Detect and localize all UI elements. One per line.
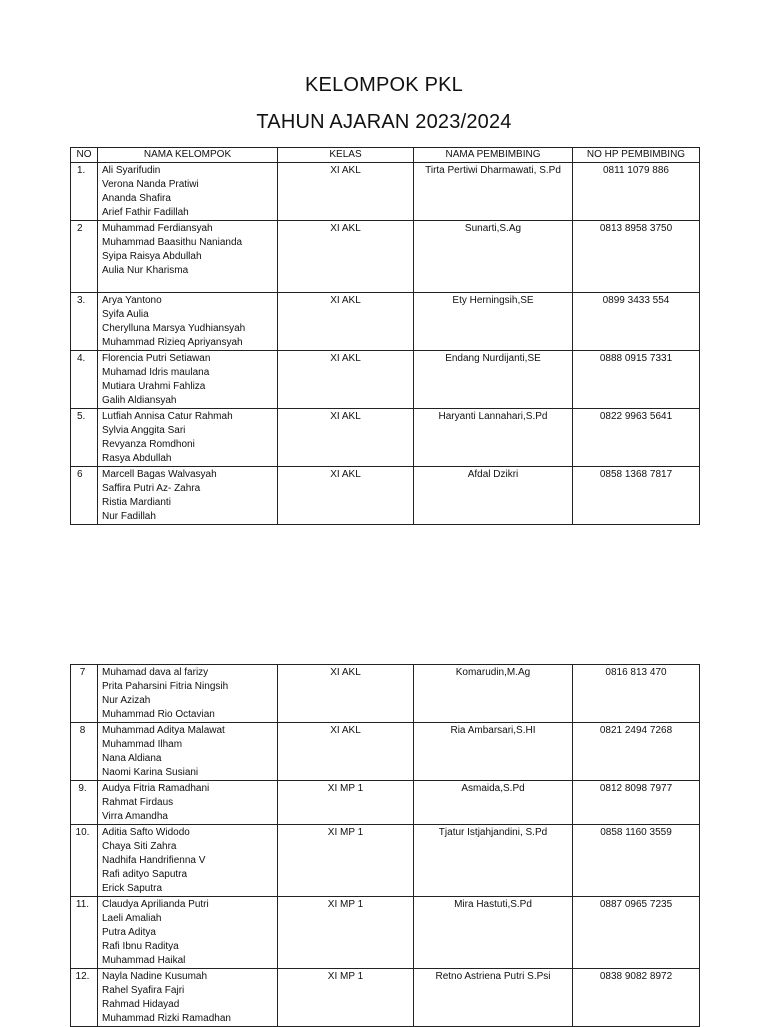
supervisor-cell: Haryanti Lannahari,S.Pd bbox=[414, 409, 573, 467]
member-name: Aulia Nur Kharisma bbox=[102, 265, 189, 276]
supervisor-cell: Asmaida,S.Pd bbox=[414, 781, 573, 825]
supervisor-phone-cell: 0812 8098 7977 bbox=[573, 781, 700, 825]
supervisor-phone-cell: 0858 1368 7817 bbox=[573, 467, 700, 525]
member-name: Ali Syarifudin bbox=[102, 165, 161, 176]
supervisor-cell: Tirta Pertiwi Dharmawati, S.Pd bbox=[414, 163, 573, 221]
member-name: Rasya Abdullah bbox=[102, 453, 172, 464]
class-cell: XI AKL bbox=[278, 163, 414, 221]
class-cell: XI AKL bbox=[278, 293, 414, 351]
supervisor-cell: Mira Hastuti,S.Pd bbox=[414, 897, 573, 969]
supervisor-phone-cell: 0899 3433 554 bbox=[573, 293, 700, 351]
group-table-page1 bbox=[70, 147, 700, 525]
member-name: Muhammad Rio Octavian bbox=[102, 709, 215, 720]
table-row bbox=[71, 723, 700, 781]
group-number: 12. bbox=[71, 969, 98, 1027]
supervisor-cell: Tjatur Istjahjandini, S.Pd bbox=[414, 825, 573, 897]
group-members bbox=[98, 781, 278, 825]
member-name: Syifa Aulia bbox=[102, 309, 149, 320]
table-row bbox=[71, 221, 700, 293]
group-table-page2 bbox=[70, 664, 700, 1027]
member-name: Revyanza Romdhoni bbox=[102, 439, 195, 450]
member-name: Arya Yantono bbox=[102, 295, 162, 306]
table-row bbox=[71, 409, 700, 467]
member-name: Erick Saputra bbox=[102, 883, 163, 894]
member-name: Marcell Bagas Walvasyah bbox=[102, 469, 217, 480]
table-row bbox=[71, 825, 700, 897]
supervisor-cell: Ety Herningsih,SE bbox=[414, 293, 573, 351]
member-name: Muhammad Rizki Ramadhan bbox=[102, 1013, 231, 1024]
member-name: Muhammad Baasithu Nanianda bbox=[102, 237, 243, 248]
member-name: Syipa Raisya Abdullah bbox=[102, 251, 202, 262]
member-name: Rahmad Hidayad bbox=[102, 999, 180, 1010]
group-number: 4. bbox=[71, 351, 98, 409]
document-subtitle: TAHUN AJARAN 2023/2024 bbox=[256, 111, 512, 133]
table-row bbox=[71, 467, 700, 525]
member-name: Nur Fadillah bbox=[102, 511, 156, 522]
supervisor-phone-cell: 0858 1160 3559 bbox=[573, 825, 700, 897]
table-row bbox=[71, 665, 700, 723]
header-kelas: KELAS bbox=[278, 148, 414, 163]
member-name: Ananda Shafira bbox=[102, 193, 171, 204]
member-name: Rahmat Firdaus bbox=[102, 797, 174, 808]
member-name: Galih Aldiansyah bbox=[102, 395, 177, 406]
member-name: Mutiara Urahmi Fahliza bbox=[102, 381, 206, 392]
header-nama-pembimbing: NAMA PEMBIMBING bbox=[414, 148, 573, 163]
member-name: Muhammad Ferdiansyah bbox=[102, 223, 213, 234]
member-name: Nur Azizah bbox=[102, 695, 151, 706]
class-cell: XI MP 1 bbox=[278, 969, 414, 1027]
supervisor-phone-cell: 0887 0965 7235 bbox=[573, 897, 700, 969]
header-no: NO bbox=[71, 148, 98, 163]
member-name: Prita Paharsini Fitria Ningsih bbox=[102, 681, 229, 692]
member-name: Ristia Mardianti bbox=[102, 497, 171, 508]
group-number: 6 bbox=[71, 467, 98, 525]
group-members bbox=[98, 409, 278, 467]
member-name: Nayla Nadine Kusumah bbox=[102, 971, 208, 982]
class-cell: XI AKL bbox=[278, 409, 414, 467]
group-members bbox=[98, 723, 278, 781]
table-row bbox=[71, 897, 700, 969]
group-number: 11. bbox=[71, 897, 98, 969]
header-nama-kelompok: NAMA KELOMPOK bbox=[98, 148, 278, 163]
supervisor-phone-cell: 0811 1079 886 bbox=[573, 163, 700, 221]
member-name: Muhammad Rizieq Apriyansyah bbox=[102, 337, 243, 348]
member-name: Florencia Putri Setiawan bbox=[102, 353, 211, 364]
member-name: Rafi adityo Saputra bbox=[102, 869, 188, 880]
class-cell: XI AKL bbox=[278, 351, 414, 409]
supervisor-phone-cell: 0813 8958 3750 bbox=[573, 221, 700, 293]
group-members bbox=[98, 221, 278, 293]
member-name: Chaya Siti Zahra bbox=[102, 841, 177, 852]
supervisor-cell: Afdal Dzikri bbox=[414, 467, 573, 525]
member-name: Muhammad Ilham bbox=[102, 739, 183, 750]
group-members bbox=[98, 825, 278, 897]
supervisor-phone-cell: 0838 9082 8972 bbox=[573, 969, 700, 1027]
group-number: 8 bbox=[71, 723, 98, 781]
class-cell: XI AKL bbox=[278, 467, 414, 525]
supervisor-cell: Retno Astriena Putri S.Psi bbox=[414, 969, 573, 1027]
table-row bbox=[71, 293, 700, 351]
member-name: Muhamad Idris maulana bbox=[102, 367, 210, 378]
group-members bbox=[98, 897, 278, 969]
member-name: Arief Fathir Fadillah bbox=[102, 207, 189, 218]
member-name: Audya Fitria Ramadhani bbox=[102, 783, 210, 794]
group-number: 10. bbox=[71, 825, 98, 897]
member-name: Aditia Safto Widodo bbox=[102, 827, 190, 838]
member-name: Rafi Ibnu Raditya bbox=[102, 941, 179, 952]
group-members bbox=[98, 351, 278, 409]
supervisor-cell: Sunarti,S.Ag bbox=[414, 221, 573, 293]
member-name: Nana Aldiana bbox=[102, 753, 162, 764]
group-number: 1. bbox=[71, 163, 98, 221]
supervisor-phone-cell: 0816 813 470 bbox=[573, 665, 700, 723]
supervisor-phone-cell: 0821 2494 7268 bbox=[573, 723, 700, 781]
class-cell: XI MP 1 bbox=[278, 897, 414, 969]
member-name: Putra Aditya bbox=[102, 927, 156, 938]
member-name: Saffira Putri Az- Zahra bbox=[102, 483, 201, 494]
member-name: Virra Amandha bbox=[102, 811, 168, 822]
member-name: Lutfiah Annisa Catur Rahmah bbox=[102, 411, 233, 422]
group-number: 9. bbox=[71, 781, 98, 825]
table-row bbox=[71, 781, 700, 825]
group-members bbox=[98, 293, 278, 351]
document-title: KELOMPOK PKL bbox=[304, 74, 463, 96]
member-name: Muhamad dava al farizy bbox=[102, 667, 209, 678]
table-row bbox=[71, 969, 700, 1027]
table-row bbox=[71, 351, 700, 409]
supervisor-cell: Ria Ambarsari,S.HI bbox=[414, 723, 573, 781]
member-name: Rahel Syafira Fajri bbox=[102, 985, 185, 996]
header-no-hp: NO HP PEMBIMBING bbox=[573, 148, 700, 163]
member-name: Sylvia Anggita Sari bbox=[102, 425, 186, 436]
group-number: 2 bbox=[71, 221, 98, 293]
group-number: 3. bbox=[71, 293, 98, 351]
supervisor-phone-cell: 0888 0915 7331 bbox=[573, 351, 700, 409]
class-cell: XI MP 1 bbox=[278, 781, 414, 825]
member-name: Claudya Aprilianda Putri bbox=[102, 899, 209, 910]
table-row bbox=[71, 163, 700, 221]
member-name: Laeli Amaliah bbox=[102, 913, 162, 924]
supervisor-cell: Komarudin,M.Ag bbox=[414, 665, 573, 723]
member-name: Muhammad Aditya Malawat bbox=[102, 725, 225, 736]
supervisor-phone-cell: 0822 9963 5641 bbox=[573, 409, 700, 467]
group-members bbox=[98, 163, 278, 221]
group-number: 5. bbox=[71, 409, 98, 467]
class-cell: XI AKL bbox=[278, 723, 414, 781]
group-members bbox=[98, 665, 278, 723]
member-name: Naomi Karina Susiani bbox=[102, 767, 199, 778]
group-members bbox=[98, 969, 278, 1027]
class-cell: XI AKL bbox=[278, 665, 414, 723]
member-name: Cherylluna Marsya Yudhiansyah bbox=[102, 323, 246, 334]
group-members bbox=[98, 467, 278, 525]
supervisor-cell: Endang Nurdijanti,SE bbox=[414, 351, 573, 409]
member-name: Nadhifa Handrifienna V bbox=[102, 855, 206, 866]
table-header-row bbox=[71, 148, 700, 163]
member-name: Verona Nanda Pratiwi bbox=[102, 179, 199, 190]
group-number: 7 bbox=[71, 665, 98, 723]
member-name: Muhammad Haikal bbox=[102, 955, 186, 966]
class-cell: XI AKL bbox=[278, 221, 414, 293]
class-cell: XI MP 1 bbox=[278, 825, 414, 897]
